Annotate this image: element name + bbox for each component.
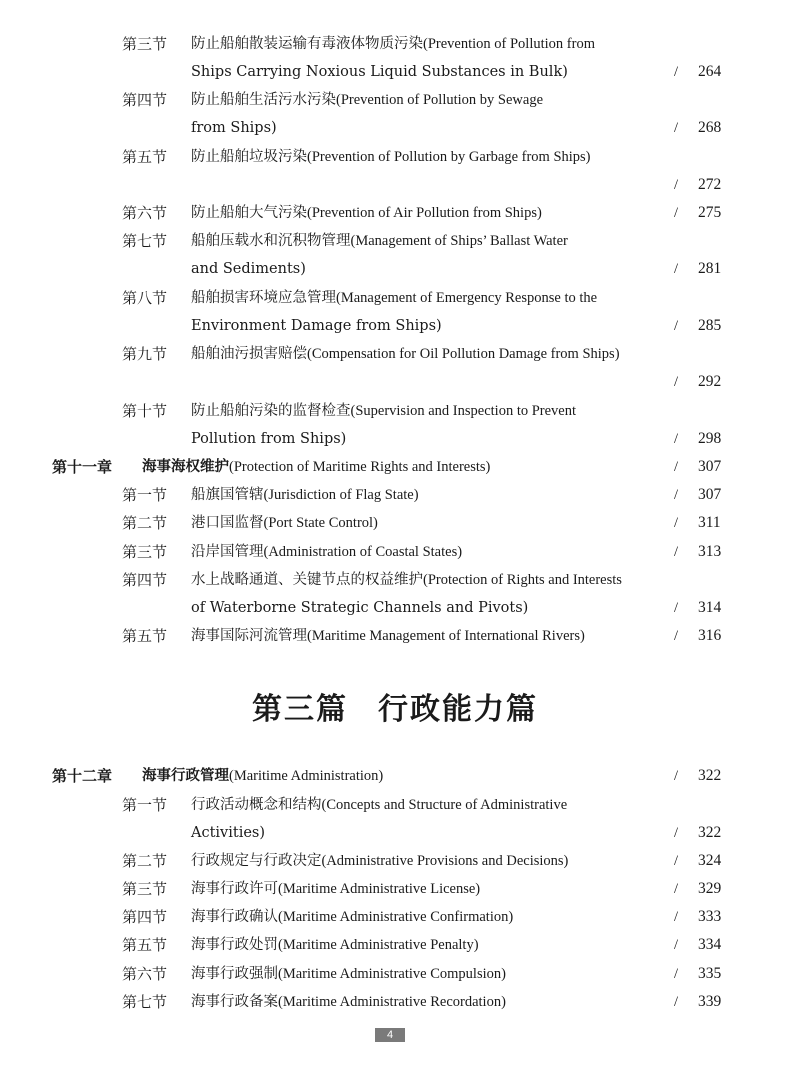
page-separator: / [674, 544, 679, 560]
toc-entry [0, 540, 790, 564]
page-separator: / [674, 431, 679, 447]
section-label: 第一节 [122, 486, 168, 504]
page-ref: 335 [698, 965, 722, 982]
section-title: 防止船舶垃圾污染(Prevention of Pollution by Garbage from Ships) [191, 149, 591, 165]
toc-entry-continuation [0, 821, 790, 845]
section-title: 防止船舶散装运输有毒液体物质污染(Prevention of Pollution from [191, 36, 595, 52]
toc-entry [0, 568, 790, 592]
section-title: 船舶损害环境应急管理(Management of Emergency Response to the [191, 290, 598, 306]
page-separator: / [674, 64, 679, 80]
page-separator: / [674, 177, 679, 193]
section-title-continued: from Ships) [191, 120, 277, 136]
page-separator: / [674, 515, 679, 531]
part-heading [0, 684, 790, 728]
section-label: 第五节 [122, 936, 168, 954]
toc-entry [0, 624, 790, 648]
section-label: 第六节 [122, 965, 168, 983]
section-title: 行政规定与行政决定(Administrative Provisions and Decisions) [191, 853, 569, 869]
section-label: 第五节 [122, 148, 168, 166]
page-ref: 311 [698, 514, 721, 531]
part-name: 行政能力篇 [378, 692, 538, 727]
toc-entry [0, 933, 790, 957]
page-separator: / [674, 459, 679, 475]
toc-entry [0, 88, 790, 112]
toc-entry [0, 962, 790, 986]
page-separator: / [674, 600, 679, 616]
page-ref: 324 [698, 852, 722, 869]
section-title-continued: Pollution from Ships) [191, 431, 347, 447]
page-separator: / [674, 881, 679, 897]
section-title-continued: and Sediments) [191, 261, 306, 277]
toc-entry [0, 399, 790, 423]
section-label: 第六节 [122, 204, 168, 222]
page-separator: / [674, 120, 679, 136]
page-ref: 307 [698, 486, 722, 503]
toc-entry [0, 793, 790, 817]
section-label: 第三节 [122, 543, 168, 561]
page-ref: 333 [698, 908, 722, 925]
page-separator: / [674, 374, 679, 390]
section-title-continued: Ships Carrying Noxious Liquid Substances in Bulk) [191, 64, 568, 80]
page-ref: 316 [698, 627, 722, 644]
toc-entry [0, 145, 790, 169]
toc-entry [0, 32, 790, 56]
toc-entry-continuation [0, 60, 790, 84]
toc-entry [0, 511, 790, 535]
page-ref: 334 [698, 936, 722, 953]
toc-entry [0, 905, 790, 929]
page-ref: 322 [698, 767, 722, 784]
section-title: 海事行政备案(Maritime Administrative Recordation) [191, 994, 506, 1010]
toc-entry [0, 483, 790, 507]
section-label: 第九节 [122, 345, 168, 363]
page-separator: / [674, 628, 679, 644]
toc-entry [0, 201, 790, 225]
section-title-continued: Environment Damage from Ships) [191, 318, 442, 334]
page-separator: / [674, 966, 679, 982]
chapter-label: 第十一章 [52, 458, 113, 476]
chapter-title: 海事海权维护(Protection of Maritime Rights and Interests) [142, 458, 491, 475]
page-ref: 329 [698, 880, 722, 897]
section-title: 海事国际河流管理(Maritime Management of International Rivers) [191, 628, 585, 644]
page-ref: 314 [698, 599, 722, 616]
page-separator: / [674, 205, 679, 221]
section-label: 第四节 [122, 571, 168, 589]
page-ref: 339 [698, 993, 722, 1010]
page-ref: 275 [698, 204, 722, 221]
toc-entry [0, 229, 790, 253]
page-separator: / [674, 318, 679, 334]
page-ref: 322 [698, 824, 722, 841]
section-title: 防止船舶大气污染(Prevention of Air Pollution from Ships) [191, 205, 542, 221]
page-ref: 285 [698, 317, 722, 334]
section-title: 港口国监督(Port State Control) [191, 515, 378, 531]
section-label: 第五节 [122, 627, 168, 645]
section-title: 海事行政强制(Maritime Administrative Compulsion) [191, 966, 506, 982]
toc-entry-continuation [0, 427, 790, 451]
toc-entry-continuation [0, 314, 790, 338]
section-title: 沿岸国管理(Administration of Coastal States) [191, 544, 463, 560]
page-ref: 281 [698, 260, 722, 277]
toc-entry [0, 342, 790, 366]
chapter-title: 海事行政管理(Maritime Administration) [142, 767, 384, 784]
section-title: 防止船舶污染的监督检查(Supervision and Inspection to Prevent [191, 403, 577, 419]
section-label: 第一节 [122, 796, 168, 814]
part-label: 第三篇 [252, 692, 348, 727]
page-separator: / [674, 825, 679, 841]
section-label: 第四节 [122, 91, 168, 109]
page-separator: / [674, 909, 679, 925]
section-title: 海事行政确认(Maritime Administrative Confirmation) [191, 909, 514, 925]
chapter-label: 第十二章 [52, 767, 113, 785]
section-title: 水上战略通道、关键节点的权益维护(Protection of Rights and Interests [191, 572, 622, 588]
page-separator: / [674, 261, 679, 277]
page-ref: 264 [698, 63, 722, 80]
section-label: 第四节 [122, 908, 168, 926]
toc-entry [0, 877, 790, 901]
section-label: 第八节 [122, 289, 168, 307]
page-separator: / [674, 853, 679, 869]
toc-entry-continuation [0, 370, 790, 394]
page-separator: / [674, 487, 679, 503]
section-title: 船舶油污损害赔偿(Compensation for Oil Pollution Damage from Ships) [191, 346, 620, 362]
section-title: 船舶压载水和沉积物管理(Management of Ships’ Ballast Water [191, 233, 568, 249]
page-ref: 268 [698, 119, 722, 136]
page-ref: 307 [698, 458, 722, 475]
section-label: 第七节 [122, 232, 168, 250]
page-ref: 292 [698, 373, 722, 390]
section-title: 海事行政处罚(Maritime Administrative Penalty) [191, 937, 479, 953]
page-ref: 313 [698, 543, 722, 560]
section-title-continued: of Waterborne Strategic Channels and Pivots) [191, 600, 529, 616]
page-number: 4 [375, 1028, 405, 1042]
page-separator: / [674, 994, 679, 1010]
section-label: 第十节 [122, 402, 168, 420]
page-separator: / [674, 768, 679, 784]
section-title: 行政活动概念和结构(Concepts and Structure of Administrative [191, 797, 568, 813]
section-label: 第三节 [122, 880, 168, 898]
section-title: 船旗国管辖(Jurisdiction of Flag State) [191, 487, 419, 503]
page-separator: / [674, 937, 679, 953]
section-title-continued: Activities) [191, 825, 266, 841]
toc-entry-continuation [0, 596, 790, 620]
toc-entry [0, 990, 790, 1014]
toc-entry-continuation [0, 257, 790, 281]
section-label: 第二节 [122, 514, 168, 532]
toc-entry [0, 286, 790, 310]
section-label: 第七节 [122, 993, 168, 1011]
toc-entry-continuation [0, 173, 790, 197]
toc-chapter-entry [0, 455, 790, 479]
toc-entry-continuation [0, 116, 790, 140]
section-label: 第三节 [122, 35, 168, 53]
page-ref: 272 [698, 176, 722, 193]
toc-chapter-entry [0, 764, 790, 788]
section-label: 第二节 [122, 852, 168, 870]
section-title: 海事行政许可(Maritime Administrative License) [191, 881, 481, 897]
page-ref: 298 [698, 430, 722, 447]
section-title: 防止船舶生活污水污染(Prevention of Pollution by Sewage [191, 92, 544, 108]
toc-entry [0, 849, 790, 873]
